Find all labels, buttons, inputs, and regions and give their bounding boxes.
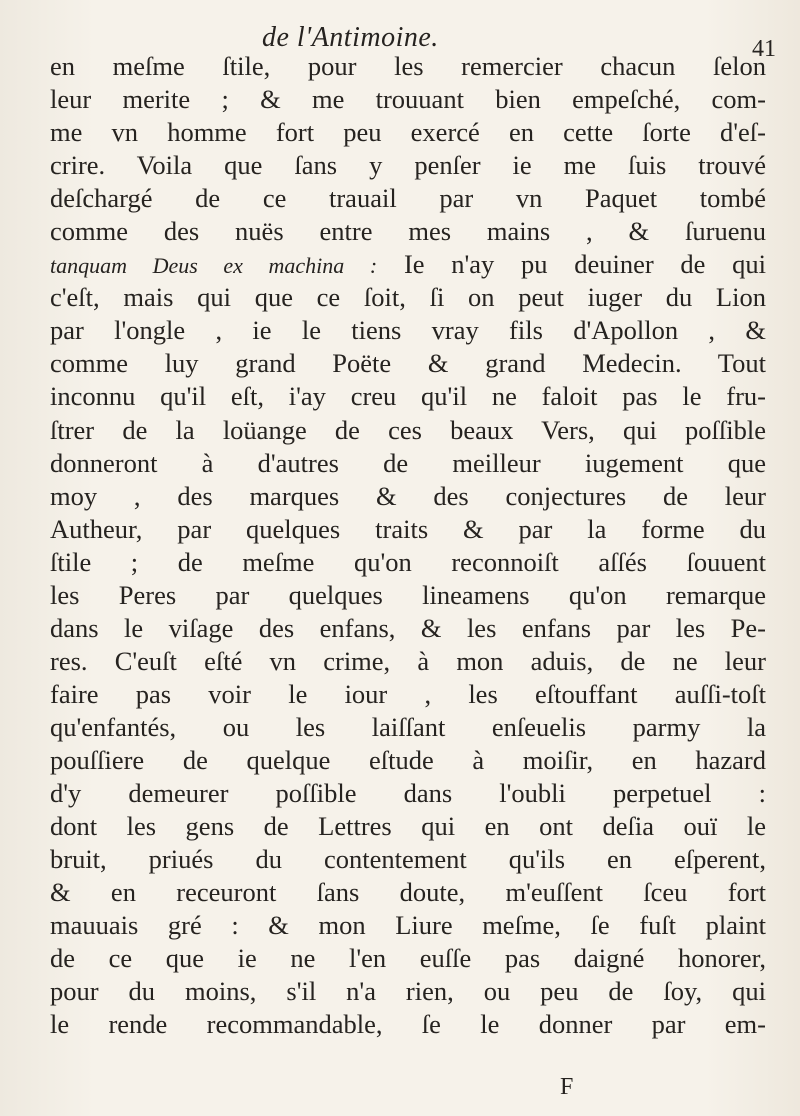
text-line: donneront à d'autres de meilleur iugement que [50,447,766,478]
text-line: me vn homme fort peu exercé en cette ſorte d'eſ- [50,117,766,148]
text-line: mauuais gré : & mon Liure meſme, ſe fuſt plaint [50,910,766,941]
body-text [50,50,766,1041]
text-line: bruit, priués du contentement qu'ils en eſperent, [50,844,766,875]
latin-phrase: tanquam Deus ex machina : [50,253,378,279]
text-line: de ce que ie ne l'en euſſe pas daigné honorer, [50,943,766,974]
text-line: faire pas voir le iour , les eſtouffant auſſi-toſt [50,678,766,709]
text-line-with-latin [50,248,766,281]
running-head: de l'Antimoine. [262,22,439,53]
text-line: comme des nuës entre mes mains , & ſuruenu [50,216,766,247]
signature-mark: F [560,1074,574,1100]
text-line: Autheur, par quelques traits & par la forme du [50,513,766,544]
text-line: qu'enfantés, ou les laiſſant enſeuelis parmy la [50,711,766,742]
text-line: leur merite ; & me trouuant bien empeſché, com- [50,84,766,115]
text-line: pouſſiere de quelque eſtude à moiſir, en hazard [50,744,766,775]
text-line: crire. Voila que ſans y penſer ie me ſuis trouvé [50,150,766,181]
text-line: c'eſt, mais qui que ce ſoit, ſi on peut iuger du Lion [50,282,766,313]
text-line: d'y demeurer poſſible dans l'oubli perpetuel : [50,778,766,809]
text-line: & en receuront ſans doute, m'euſſent ſceu fort [50,877,766,908]
page-number: 41 [752,36,776,62]
text-line: res. C'euſt eſté vn crime, à mon aduis, de ne leur [50,645,766,676]
text-line: en meſme ſtile, pour les remercier chacun ſelon [50,51,766,81]
text-line-rest: Ie n'ay pu deuiner de qui [403,249,766,280]
text-line: dont les gens de Lettres qui en ont deſia ouï le [50,811,766,842]
text-line: les Peres par quelques lineamens qu'on remarque [50,579,766,610]
text-line: comme luy grand Poëte & grand Medecin. Tout [50,348,766,379]
text-line: ſtrer de la loüange de ces beaux Vers, qui poſſible [50,414,766,445]
text-line: par l'ongle , ie le tiens vray fils d'Apollon , & [50,315,766,346]
text-line: ſtile ; de meſme qu'on reconnoiſt aſſés ſouuent [50,546,766,577]
text-line: moy , des marques & des conjectures de leur [50,480,766,511]
text-line: deſchargé de ce trauail par vn Paquet tombé [50,183,766,214]
text-line: le rende recommandable, ſe le donner par em- [50,1009,766,1040]
text-line: dans le viſage des enfans, & les enfans par les Pe- [50,612,766,643]
text-line: pour du moins, s'il n'a rien, ou peu de ſoy, qui [50,976,766,1007]
text-line: inconnu qu'il eſt, i'ay creu qu'il ne faloit pas le fru- [50,381,766,412]
